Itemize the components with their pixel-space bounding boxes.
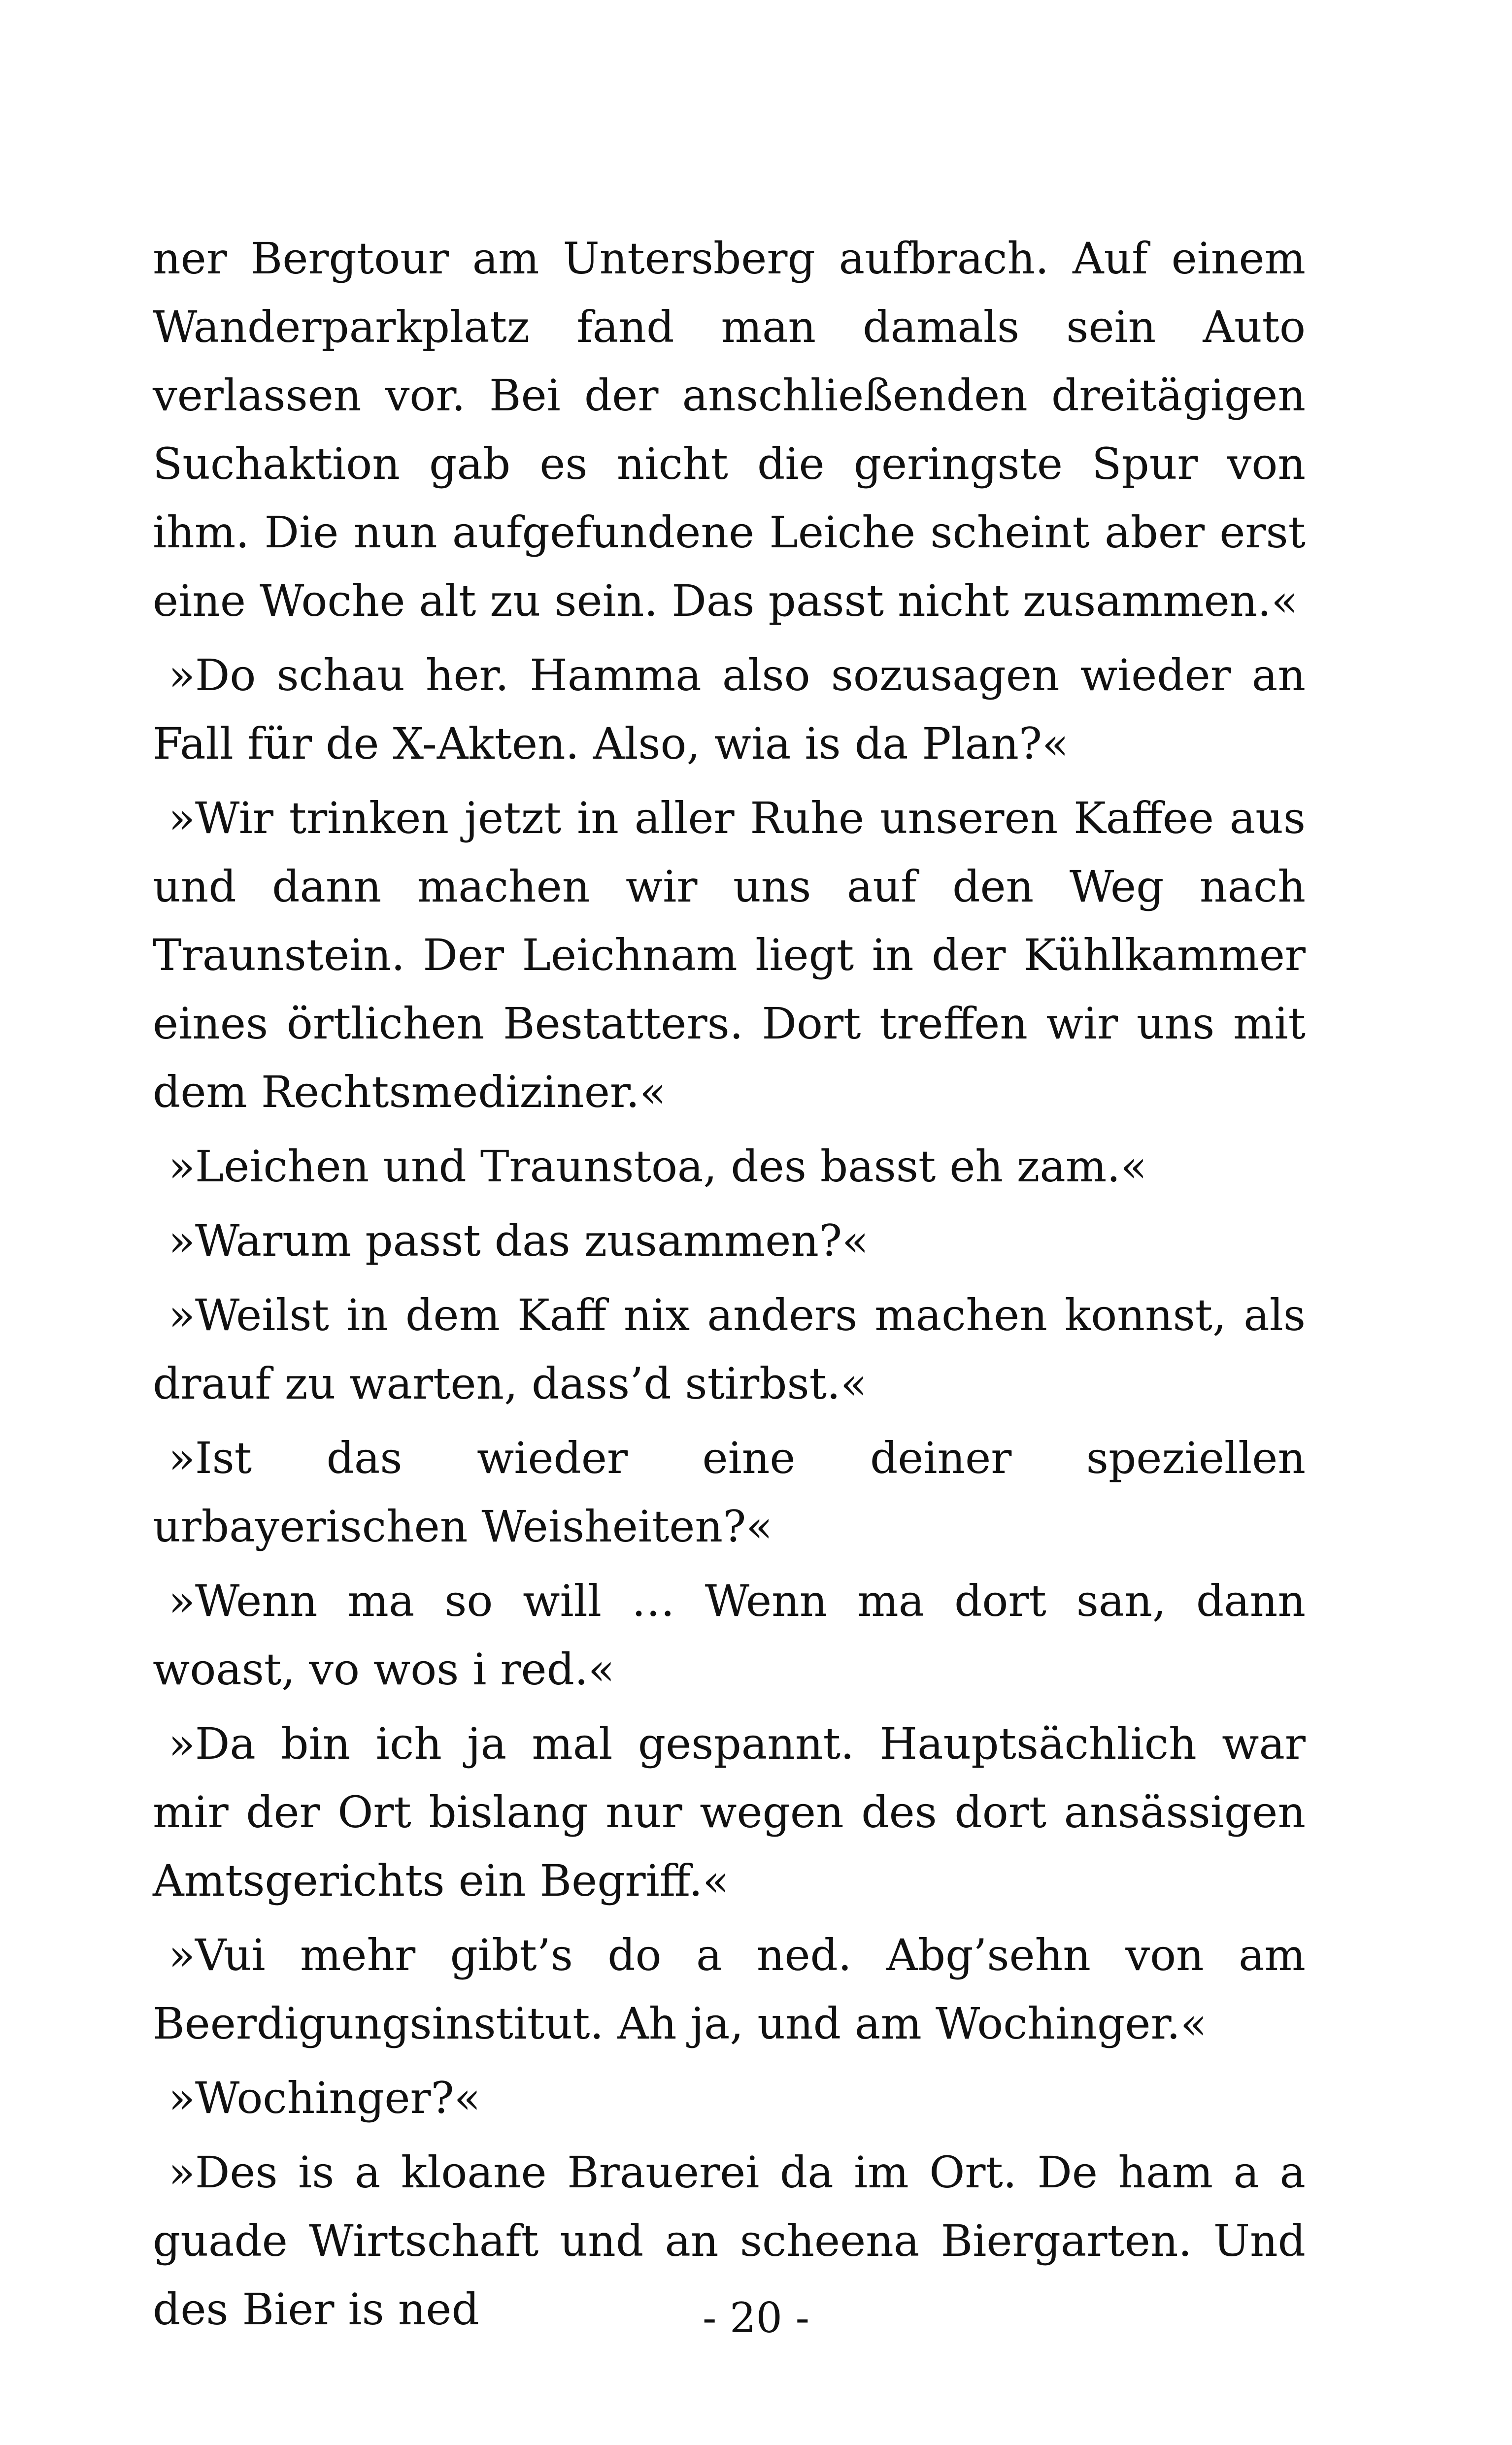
- paragraph-2: »Do schau her. Hamma also sozusagen wieder an Fall für de X-Akten. Also, wia is da Plan?«: [153, 650, 1306, 769]
- paragraph-11: »Wochinger?«: [168, 2073, 481, 2123]
- paragraph-1: ner Bergtour am Untersberg aufbrach. Auf einem Wanderparkplatz fand man damals sein Auto verlassen vor. Bei der anschließenden dreitägigen Suchaktion gab es nicht die geringste Spur von ihm. Die nun aufgefundene Leiche scheint aber erst eine Woche alt zu sein. Das passt nicht zusammen.«: [153, 233, 1306, 626]
- paragraph-4: »Leichen und Traunstoa, des basst eh zam.«: [168, 1141, 1147, 1192]
- paragraph-7: »Ist das wieder eine deiner speziellen urbayerischen Weisheiten?«: [153, 1433, 1306, 1552]
- paragraph-8: »Wenn ma so will … Wenn ma dort san, dann woast, vo wos i red.«: [153, 1575, 1306, 1695]
- book-page-body: [153, 224, 1306, 2344]
- paragraph-3: »Wir trinken jetzt in aller Ruhe unseren Kaffee aus und dann machen wir uns auf den Weg nach Traunstein. Der Leichnam liegt in der Kühlkammer eines örtlichen Bestatters. Dort treffen wir uns mit dem Rechtsmediziner.«: [153, 793, 1306, 1117]
- paragraph-5: »Warum passt das zusammen?«: [168, 1215, 869, 1266]
- paragraph-10: »Vui mehr gibt’s do a ned. Abg’sehn von am Beerdigungsinstitut. Ah ja, und am Wochinger.«: [153, 1930, 1306, 2049]
- paragraph-12: »Des is a kloane Brauerei da im Ort. De ham a a guade Wirtschaft und an scheena Biergarten. Und des Bier is ned: [153, 2147, 1306, 2335]
- paragraph-6: »Weilst in dem Kaff nix anders machen konnst, als drauf zu warten, dass’d stirbst.«: [153, 1290, 1306, 1409]
- page-number: - 20 -: [702, 2294, 810, 2342]
- paragraph-9: »Da bin ich ja mal gespannt. Hauptsächlich war mir der Ort bislang nur wegen des dort ansässigen Amtsgerichts ein Begriff.«: [153, 1718, 1306, 1906]
